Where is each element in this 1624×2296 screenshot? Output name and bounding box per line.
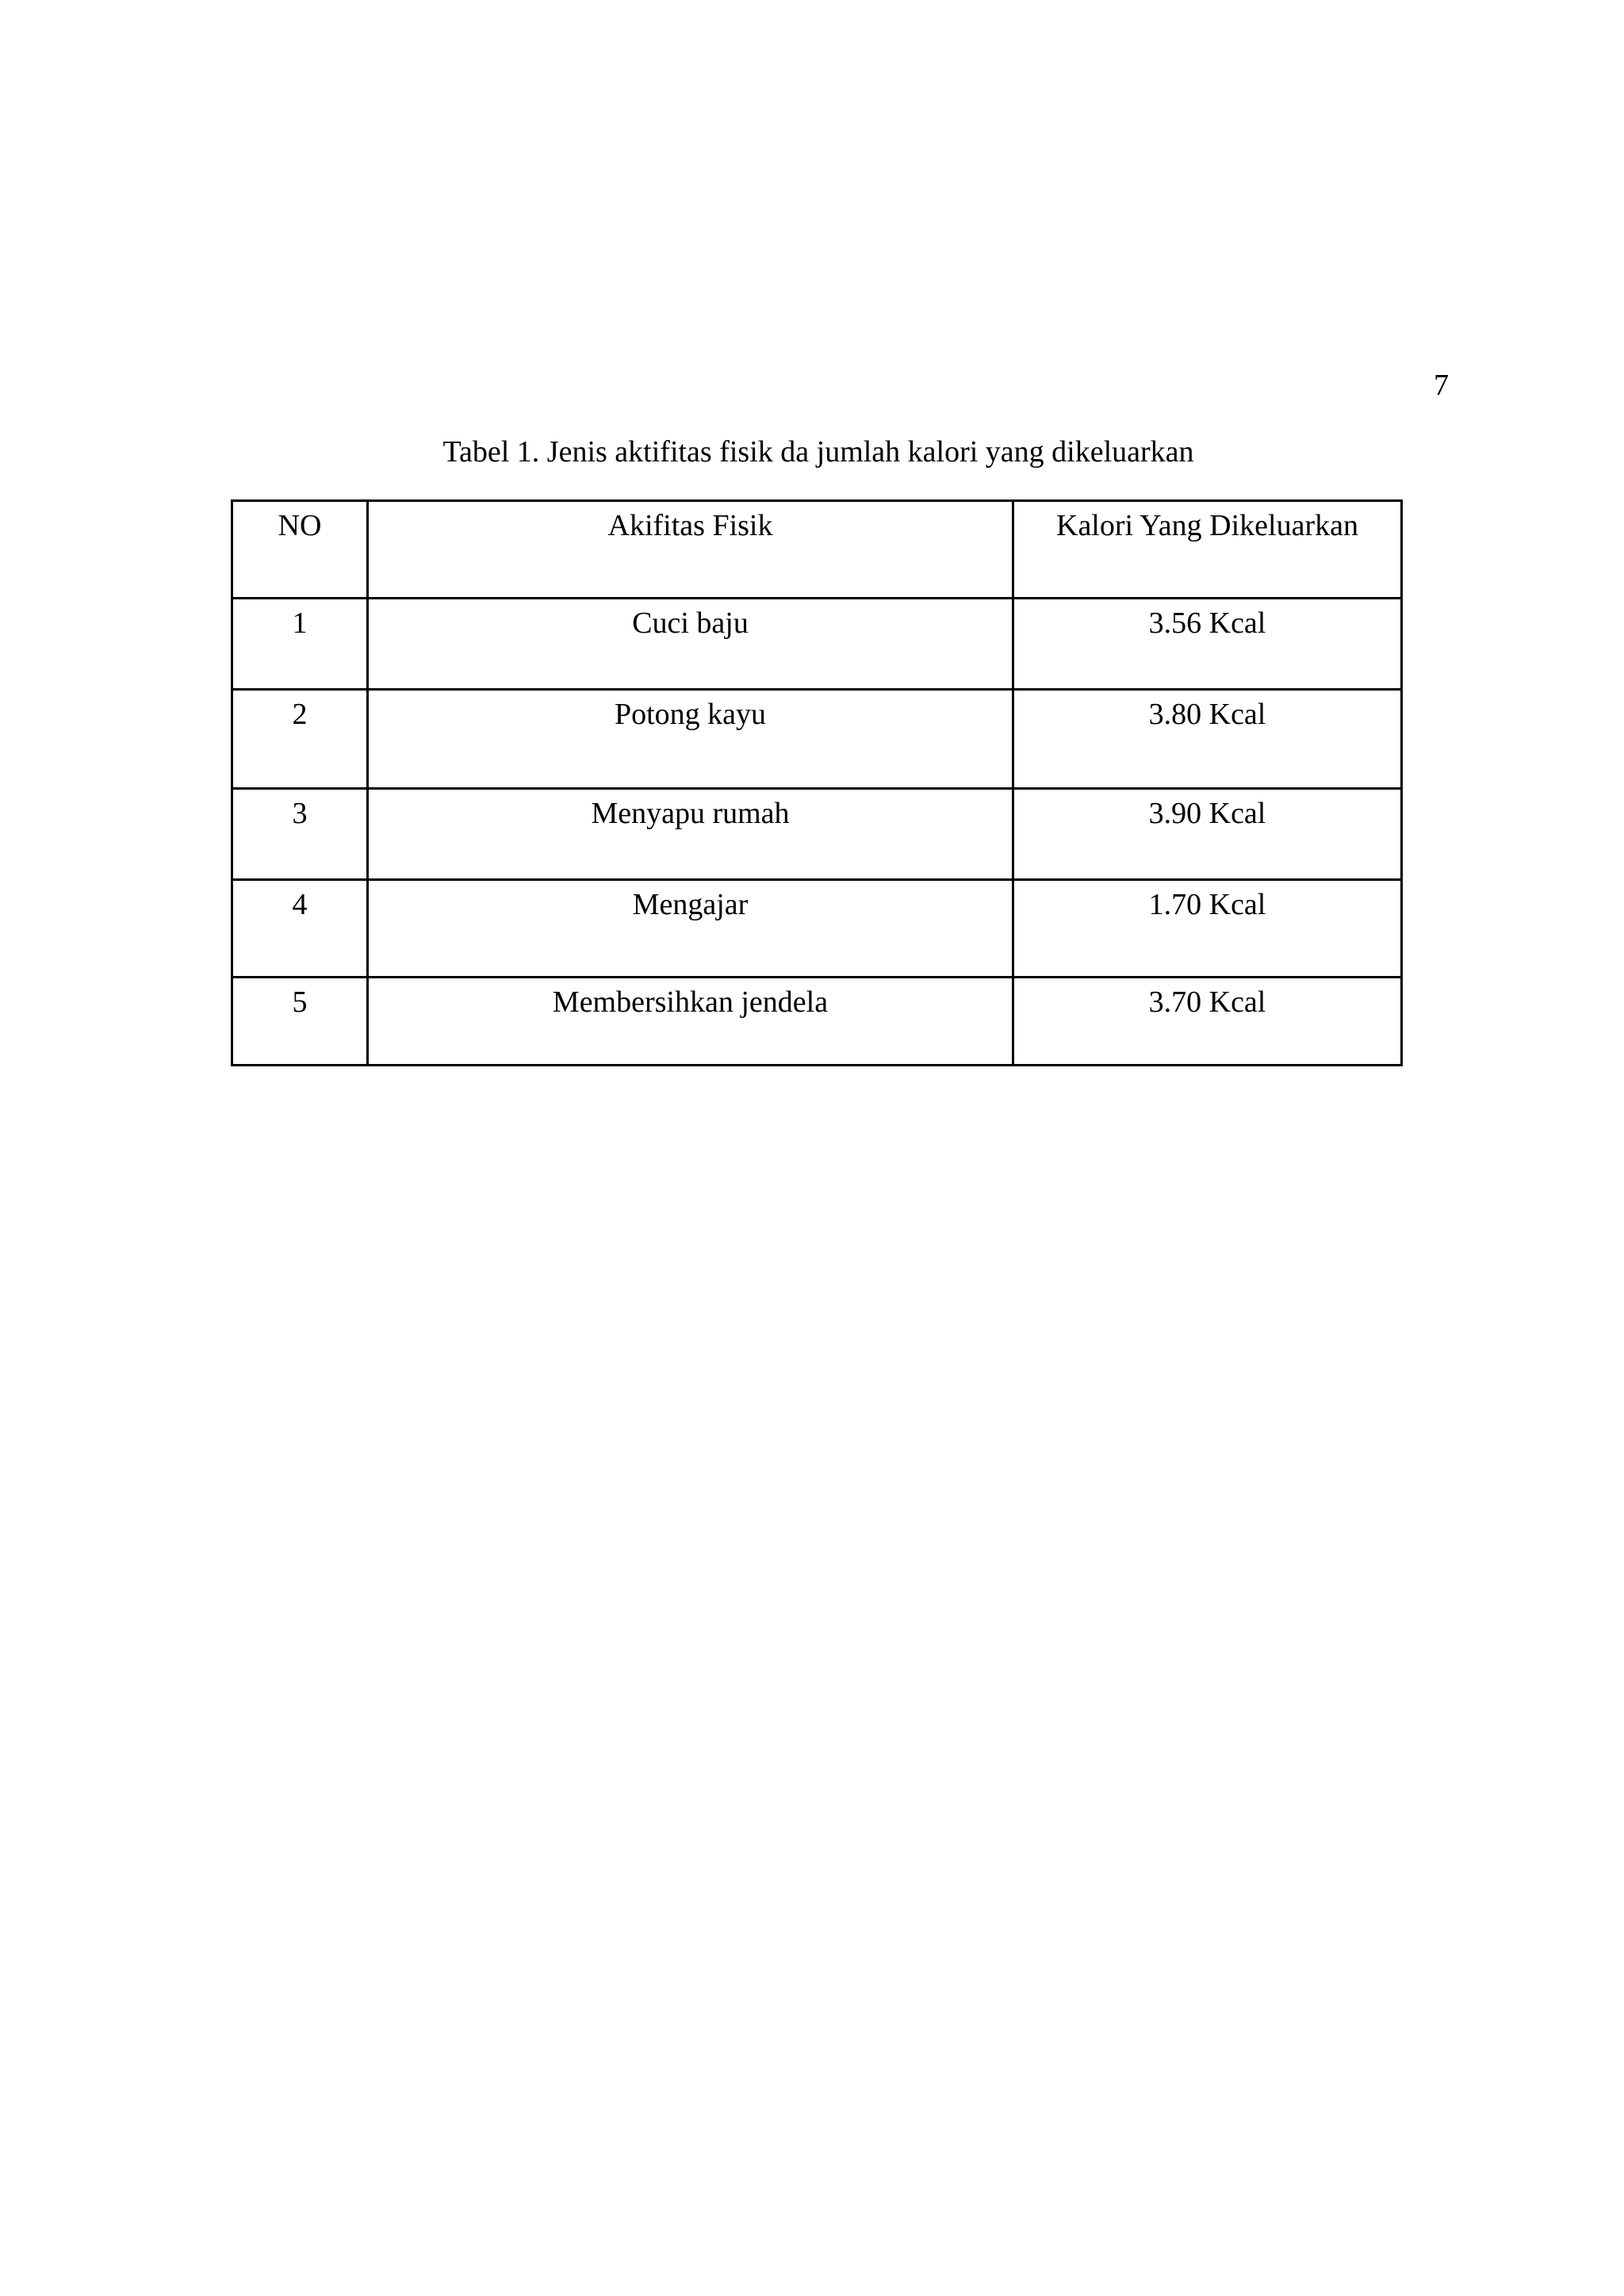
header-no: NO [232, 501, 368, 599]
cell-activity: Cuci baju [368, 599, 1013, 690]
cell-calories: 3.80 Kcal [1013, 690, 1402, 789]
cell-activity: Menyapu rumah [368, 789, 1013, 880]
cell-no: 3 [232, 789, 368, 880]
calorie-table [231, 499, 1403, 1066]
cell-calories: 1.70 Kcal [1013, 880, 1402, 978]
table-row [232, 880, 1402, 978]
table-row [232, 789, 1402, 880]
cell-no: 2 [232, 690, 368, 789]
cell-activity: Mengajar [368, 880, 1013, 978]
table-row [232, 978, 1402, 1066]
cell-no: 5 [232, 978, 368, 1066]
table-caption: Tabel 1. Jenis aktifitas fisik da jumlah kalori yang dikeluarkan [442, 435, 1194, 469]
cell-no: 4 [232, 880, 368, 978]
cell-activity: Potong kayu [368, 690, 1013, 789]
cell-calories: 3.56 Kcal [1013, 599, 1402, 690]
cell-calories: 3.70 Kcal [1013, 978, 1402, 1066]
table-row [232, 599, 1402, 690]
cell-activity: Membersihkan jendela [368, 978, 1013, 1066]
table-header-row [232, 501, 1402, 599]
cell-calories: 3.90 Kcal [1013, 789, 1402, 880]
table-row [232, 690, 1402, 789]
header-activity: Akifitas Fisik [368, 501, 1013, 599]
cell-no: 1 [232, 599, 368, 690]
header-calories: Kalori Yang Dikeluarkan [1013, 501, 1402, 599]
page-number: 7 [1434, 369, 1449, 402]
